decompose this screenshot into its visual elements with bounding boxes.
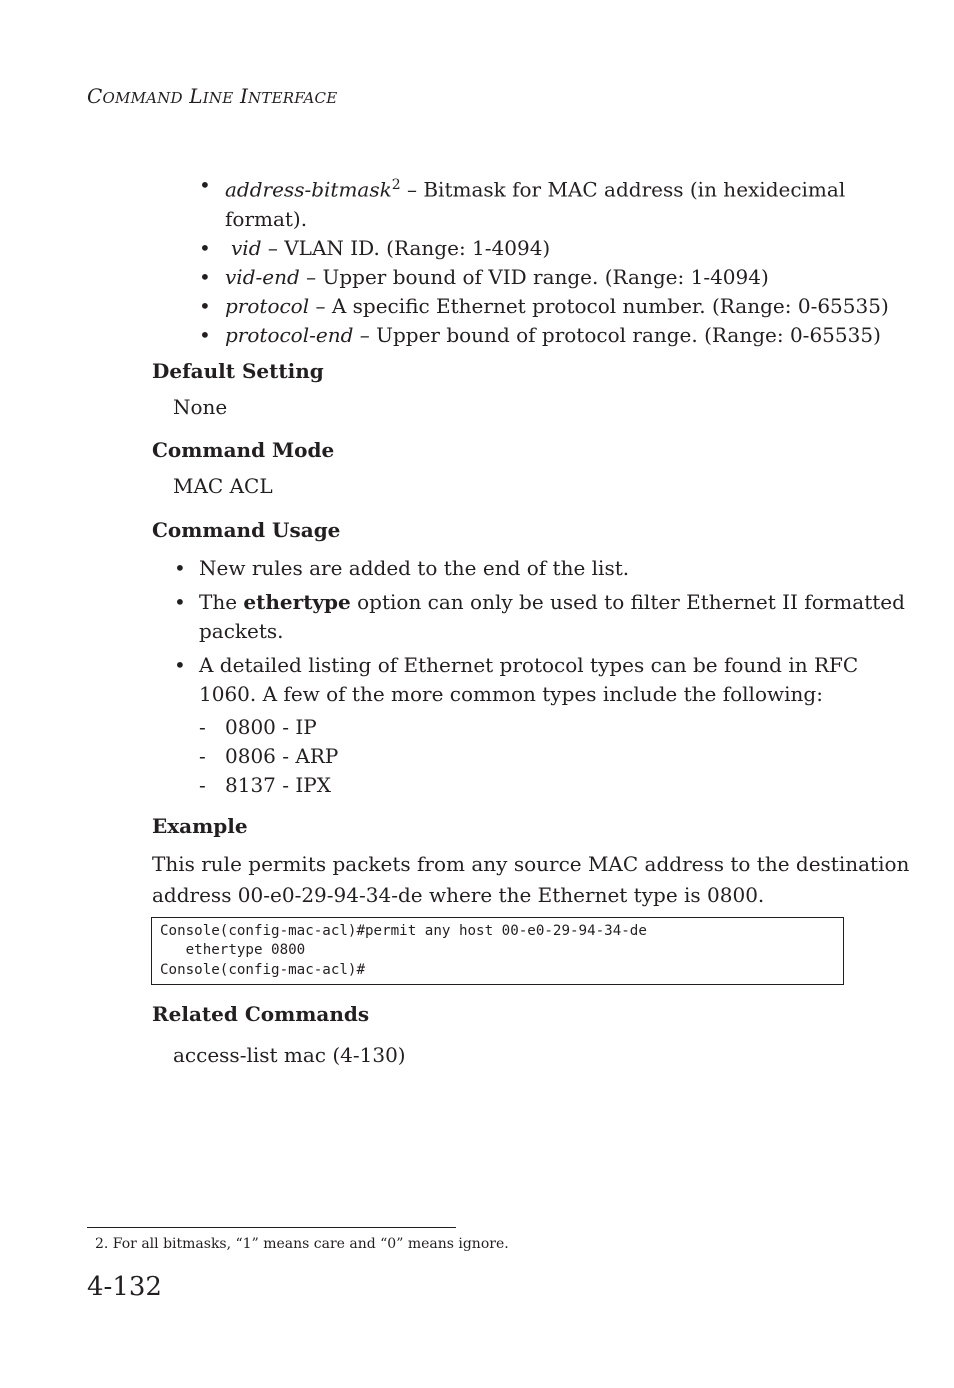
bullet-icon: • [174,590,186,614]
parameter-item [197,234,889,263]
protocol-type-item [199,742,905,771]
parameter-term: address-bitmask [225,177,392,202]
running-head-initial: L [189,84,203,108]
parameter-term: vid-end [225,264,300,289]
bullet-icon: • [199,264,211,289]
parameter-desc: – Upper bound of VID range. (Range: 1-4094) [299,264,769,289]
parameter-item [197,263,889,292]
code-example-box [151,917,844,985]
command-mode-heading: Command Mode [152,438,335,462]
bullet-icon: • [199,235,211,260]
example-description [152,849,909,911]
running-head-word: OMMAND [102,89,183,107]
example-line: This rule permits packets from any source MAC address to the destination [152,852,910,876]
bullet-icon: • [174,653,186,677]
parameter-desc: – Upper bound of protocol range. (Range: 0-65535) [353,322,881,347]
usage-item [172,554,905,583]
parameter-item [197,321,889,350]
protocol-type-text: 0800 - IP [225,715,317,739]
usage-item [172,588,905,646]
protocol-type-text: 8137 - IPX [225,773,331,797]
bullet-icon: • [199,293,211,318]
parameter-term: protocol [225,293,310,318]
running-head [87,84,337,108]
footnote-ref: 2 [391,177,401,193]
keyword-ethertype: ethertype [243,590,351,614]
protocol-type-item [199,771,905,800]
running-head-word: INE [202,89,234,107]
parameter-item [197,171,889,234]
usage-item [172,651,905,800]
code-line: Console(config-mac-acl)#permit any host 00-e0-29-94-34-de [160,923,647,939]
related-command-link: access-list mac (4-130) [173,1043,406,1067]
command-usage-list [172,554,905,805]
parameter-item [197,292,889,321]
running-head-word: NTERFACE [248,89,338,107]
command-usage-heading: Command Usage [152,518,341,542]
usage-text-cont: packets. [199,619,284,643]
code-line: Console(config-mac-acl)# [160,961,365,978]
protocol-type-text: 0806 - ARP [225,744,339,768]
protocol-type-item [199,713,905,742]
footnote: 2. For all bitmasks, “1” means care and “0” means ignore. [95,1236,509,1252]
dash-icon: - [199,773,206,797]
example-heading: Example [152,814,248,838]
example-line: address 00-e0-29-94-34-de where the Ethernet type is 0800. [152,883,765,907]
usage-text: The [199,590,244,614]
parameter-desc: – VLAN ID. (Range: 1-4094) [261,235,551,260]
parameter-desc-cont: format). [225,206,308,231]
bullet-icon: • [199,322,211,347]
usage-text: option can only be used to filter Ethernet II formatted [350,590,905,614]
dash-icon: - [199,715,206,739]
parameter-list [197,171,889,350]
dash-icon: - [199,744,206,768]
usage-text: A detailed listing of Ethernet protocol types can be found in RFC [199,653,859,677]
command-mode-value: MAC ACL [173,474,273,498]
parameter-term: protocol-end [225,322,354,347]
parameter-desc: – Bitmask for MAC address (in hexidecimal [400,177,846,202]
related-commands-heading: Related Commands [152,1002,370,1026]
running-head-initial: I [239,84,249,108]
parameter-desc: – A specific Ethernet protocol number. (Range: 0-65535) [309,293,889,318]
code-block [152,918,843,980]
code-line: ethertype 0800 [160,942,306,959]
running-head-initial: C [87,84,103,108]
bullet-icon: • [199,173,211,197]
footnote-divider [87,1227,456,1228]
usage-text: New rules are added to the end of the list. [199,556,630,580]
usage-text-cont: 1060. A few of the more common types include the following: [199,682,823,706]
default-setting-value: None [173,395,228,419]
default-setting-heading: Default Setting [152,359,324,383]
protocol-type-list [199,713,905,800]
bullet-icon: • [174,556,186,580]
parameter-term: vid [231,235,262,260]
page-number: 4-132 [87,1272,162,1302]
